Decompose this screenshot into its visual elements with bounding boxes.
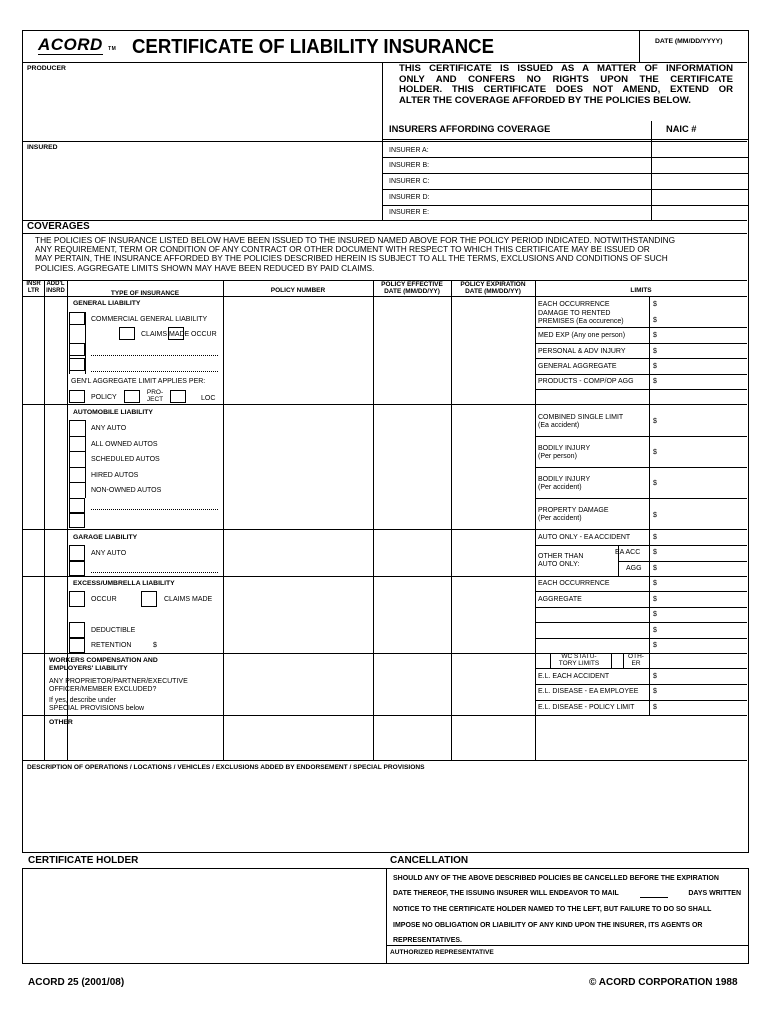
policy-number-header: POLICY NUMBER [270,287,326,294]
hired-autos-checkbox[interactable] [69,467,85,482]
hired-autos-label: HIRED AUTOS [91,472,139,479]
form-id: ACORD 25 (2001/08) [28,977,125,988]
claims-made-label: CLAIMS MADE [141,331,190,338]
deductible-label: DEDUCTIBLE [91,627,136,634]
dollar-sign: $ [653,534,657,541]
commercial-gl-checkbox[interactable] [69,312,85,325]
effective-header: POLICY EFFECTIVE DATE (MM/DD/YY) [381,281,443,295]
retention-label: RETENTION [91,642,132,649]
gl-other-checkbox-1[interactable] [69,343,85,356]
deductible-checkbox[interactable] [69,622,85,638]
authorized-signature-field[interactable] [390,957,740,963]
dollar-sign: $ [653,480,657,487]
dollar-sign: $ [653,301,657,308]
any-auto-label: ANY AUTO [91,425,127,432]
commercial-gl-label: COMMERCIAL GENERAL LIABILITY [91,316,208,323]
wc-statutory-limits: WC STATU- TORY LIMITS [558,653,600,667]
bodily-injury-person-label: BODILY INJURY (Per person) [538,445,591,460]
general-liability-title: GENERAL LIABILITY [73,300,141,307]
dollar-sign: $ [653,363,657,370]
cancellation-line-1: SHOULD ANY OF THE ABOVE DESCRIBED POLICIES BE CANCELLED BEFORE THE EXPIRATION [393,875,719,882]
garage-other-checkbox[interactable] [69,561,85,576]
other-than-auto-label: OTHER THAN AUTO ONLY: [538,553,584,568]
personal-adv-injury-label: PERSONAL & ADV INJURY [538,348,626,355]
each-occurrence-label: EACH OCCURRENCE [538,301,610,308]
limits-header: LIMITS [630,287,652,294]
date-label: DATE (MM/DD/YYYY) [655,38,723,45]
bodily-injury-accident-label: BODILY INJURY (Per accident) [538,476,591,491]
insurer-b-label: INSURER B: [389,162,430,169]
dollar-sign: $ [653,627,657,634]
project-checkbox[interactable] [124,390,140,403]
ea-acc-label: EA ACC [615,549,641,556]
auto-other-checkbox-1[interactable] [69,498,85,513]
dollar-sign: $ [653,565,657,572]
certificate-holder-box[interactable] [22,868,387,964]
cancellation-line-4: IMPOSE NO OBLIGATION OR LIABILITY OF ANY KIND UPON THE INSURER, ITS AGENTS OR [393,922,703,929]
combined-single-limit-label: COMBINED SINGLE LIMIT (Ea accident) [538,414,624,429]
non-owned-autos-checkbox[interactable] [69,482,85,498]
policy-checkbox[interactable] [69,390,85,403]
any-auto-checkbox[interactable] [69,420,85,436]
acord-logo-text: ACORD [38,35,103,54]
trademark-mark: TM [108,46,117,52]
wc-other-checkbox[interactable] [611,653,623,668]
certificate-form [22,30,749,853]
coverages-heading: COVERAGES [27,221,90,232]
dollar-sign: $ [653,673,657,680]
authorized-representative-label: AUTHORIZED REPRESENTATIVE [390,949,494,956]
policy-label: POLICY [91,394,117,401]
occur-checkbox[interactable] [168,327,184,340]
insurer-c-label: INSURER C: [389,178,430,185]
copyright: © ACORD CORPORATION 1988 [589,977,738,988]
certificate-notice: THIS CERTIFICATE IS ISSUED AS A MATTER OF INFORMATION ONLY AND CONFERS NO RIGHTS UPON THE CERTIFICATE HOLDER. THIS CERTIFICATE DOES NOT AMEND, EXTEND OR ALTER THE COVERAGE AFFORDED BY THE POLICIES BELOW. [399,63,733,106]
dollar-sign: $ [653,596,657,603]
insured-label: INSURED [27,144,58,151]
agg-label: AGG [626,565,642,572]
garage-any-auto-label: ANY AUTO [91,550,127,557]
scheduled-autos-label: SCHEDULED AUTOS [91,456,160,463]
loc-checkbox[interactable] [170,390,186,403]
garage-liability-title: GARAGE LIABILITY [73,534,138,541]
dollar-sign: $ [653,704,657,711]
wc-statutory-checkbox[interactable] [539,653,551,668]
insurer-d-label: INSURER D: [389,194,430,201]
dollar-sign: $ [653,378,657,385]
all-owned-autos-label: ALL OWNED AUTOS [91,441,158,448]
cancellation-line-5: REPRESENTATIVES. [393,937,462,944]
general-aggregate-label: GENERAL AGGREGATE [538,363,617,370]
excess-each-occurrence-label: EACH OCCURRENCE [538,580,610,587]
dollar-sign: $ [653,688,657,695]
producer-label: PRODUCER [27,65,66,72]
naic-heading: NAIC # [666,124,697,134]
type-header: TYPE OF INSURANCE [110,290,180,297]
dollar-sign: $ [653,611,657,618]
cancellation-line-2: DATE THEREOF, THE ISSUING INSURER WILL ENDEAVOR TO MAIL DAYS WRITTEN [393,890,741,897]
dollar-sign: $ [653,348,657,355]
cancellation-heading: CANCELLATION [390,855,469,866]
agg-applies-label: GEN'L AGGREGATE LIMIT APPLIES PER: [71,378,206,385]
days-field[interactable] [640,890,668,898]
excess-aggregate-label: AGGREGATE [538,596,582,603]
auto-liability-title: AUTOMOBILE LIABILITY [73,409,153,416]
coverages-intro: THE POLICIES OF INSURANCE LISTED BELOW HAVE BEEN ISSUED TO THE INSURED NAMED ABOVE FOR THE POLICY PERIOD INDICATED. NOTWITHSTANDING ANY REQUIREMENT, TERM OR CONDITION OF ANY CONTRACT OR OTHER DOCUMENT WITH RESPECT TO WHICH THIS CERTIFICATE MAY BE ISSUED OR MAY PERTAIN, THE INSURANCE AFFORDED BY THE POLICIES DESCRIBED HEREIN IS SUBJECT TO ALL THE TERMS, EXCLUSIONS AND CONDITIONS OF SUCH POLICIES. AGGREGATE LIMITS SHOWN MAY HAVE BEEN REDUCED BY PAID CLAIMS. [35,235,676,273]
excess-occur-label: OCCUR [91,596,117,603]
non-owned-autos-label: NON-OWNED AUTOS [91,487,162,494]
producer-field[interactable] [27,75,377,143]
loc-label: LOC [201,395,216,402]
garage-any-auto-checkbox[interactable] [69,545,85,561]
insurer-a-label: INSURER A: [389,147,429,154]
all-owned-autos-checkbox[interactable] [69,436,85,451]
dollar-sign: $ [653,512,657,519]
property-damage-label: PROPERTY DAMAGE (Per accident) [538,507,609,522]
project-label: PRO- JECT [146,389,164,403]
occur-label: OCCUR [191,331,217,338]
description-field[interactable] [27,775,743,849]
dollar-sign: $ [653,449,657,456]
excess-claims-made-label: CLAIMS MADE [164,596,213,603]
description-label: DESCRIPTION OF OPERATIONS / LOCATIONS / VEHICLES / EXCLUSIONS ADDED BY ENDORSEMENT / SPECIAL PROVISIONS [27,764,425,771]
med-exp-label: MED EXP (Any one person) [538,332,626,339]
excess-claims-made-checkbox[interactable] [141,591,157,607]
excess-umbrella-title: EXCESS/UMBRELLA LIABILITY [73,580,175,587]
excess-occur-checkbox[interactable] [69,591,85,607]
expiration-header: POLICY EXPIRATION DATE (MM/DD/YY) [460,281,526,295]
products-comp-label: PRODUCTS - COMP/OP AGG [538,378,634,385]
addl-insrd-header: ADD'L INSRD [46,281,65,294]
auto-only-accident-label: AUTO ONLY - EA ACCIDENT [538,534,631,541]
certificate-holder-heading: CERTIFICATE HOLDER [28,855,139,866]
dollar-sign: $ [653,418,657,425]
wc-other-label: OTH- ER [628,653,644,667]
claims-made-checkbox[interactable] [119,327,135,340]
retention-dollar: $ [153,642,157,649]
insr-ltr-header: INSR LTR [26,281,41,294]
retention-checkbox[interactable] [69,638,85,653]
dollar-sign: $ [653,580,657,587]
auto-other-checkbox-2[interactable] [69,513,85,528]
el-disease-policy-label: E.L. DISEASE - POLICY LIMIT [538,704,635,711]
cancellation-line-3: NOTICE TO THE CERTIFICATE HOLDER NAMED TO THE LEFT, BUT FAILURE TO DO SO SHALL [393,906,712,913]
other-coverage-label: OTHER [49,719,73,726]
gl-other-checkbox-2[interactable] [69,358,85,371]
el-each-accident-label: E.L. EACH ACCIDENT [538,673,610,680]
dollar-sign: $ [653,317,657,324]
special-provisions-note: If yes, describe under SPECIAL PROVISIONS below [49,697,145,712]
proprietor-excluded-label: ANY PROPRIETOR/PARTNER/EXECUTIVE OFFICER/MEMBER EXCLUDED? [49,678,188,693]
dollar-sign: $ [653,332,657,339]
insured-field[interactable] [27,154,377,216]
el-disease-employee-label: E.L. DISEASE - EA EMPLOYEE [538,688,639,695]
dollar-sign: $ [653,549,657,556]
page-title: CERTIFICATE OF LIABILITY INSURANCE [132,36,495,58]
damage-rented-label: DAMAGE TO RENTED PREMISES (Ea occurence) [538,310,624,325]
insurers-heading: INSURERS AFFORDING COVERAGE [389,124,551,134]
scheduled-autos-checkbox[interactable] [69,451,85,467]
insurer-e-label: INSURER E: [389,209,430,216]
workers-comp-title: WORKERS COMPENSATION AND EMPLOYERS' LIABILITY [49,657,158,672]
dollar-sign: $ [653,642,657,649]
